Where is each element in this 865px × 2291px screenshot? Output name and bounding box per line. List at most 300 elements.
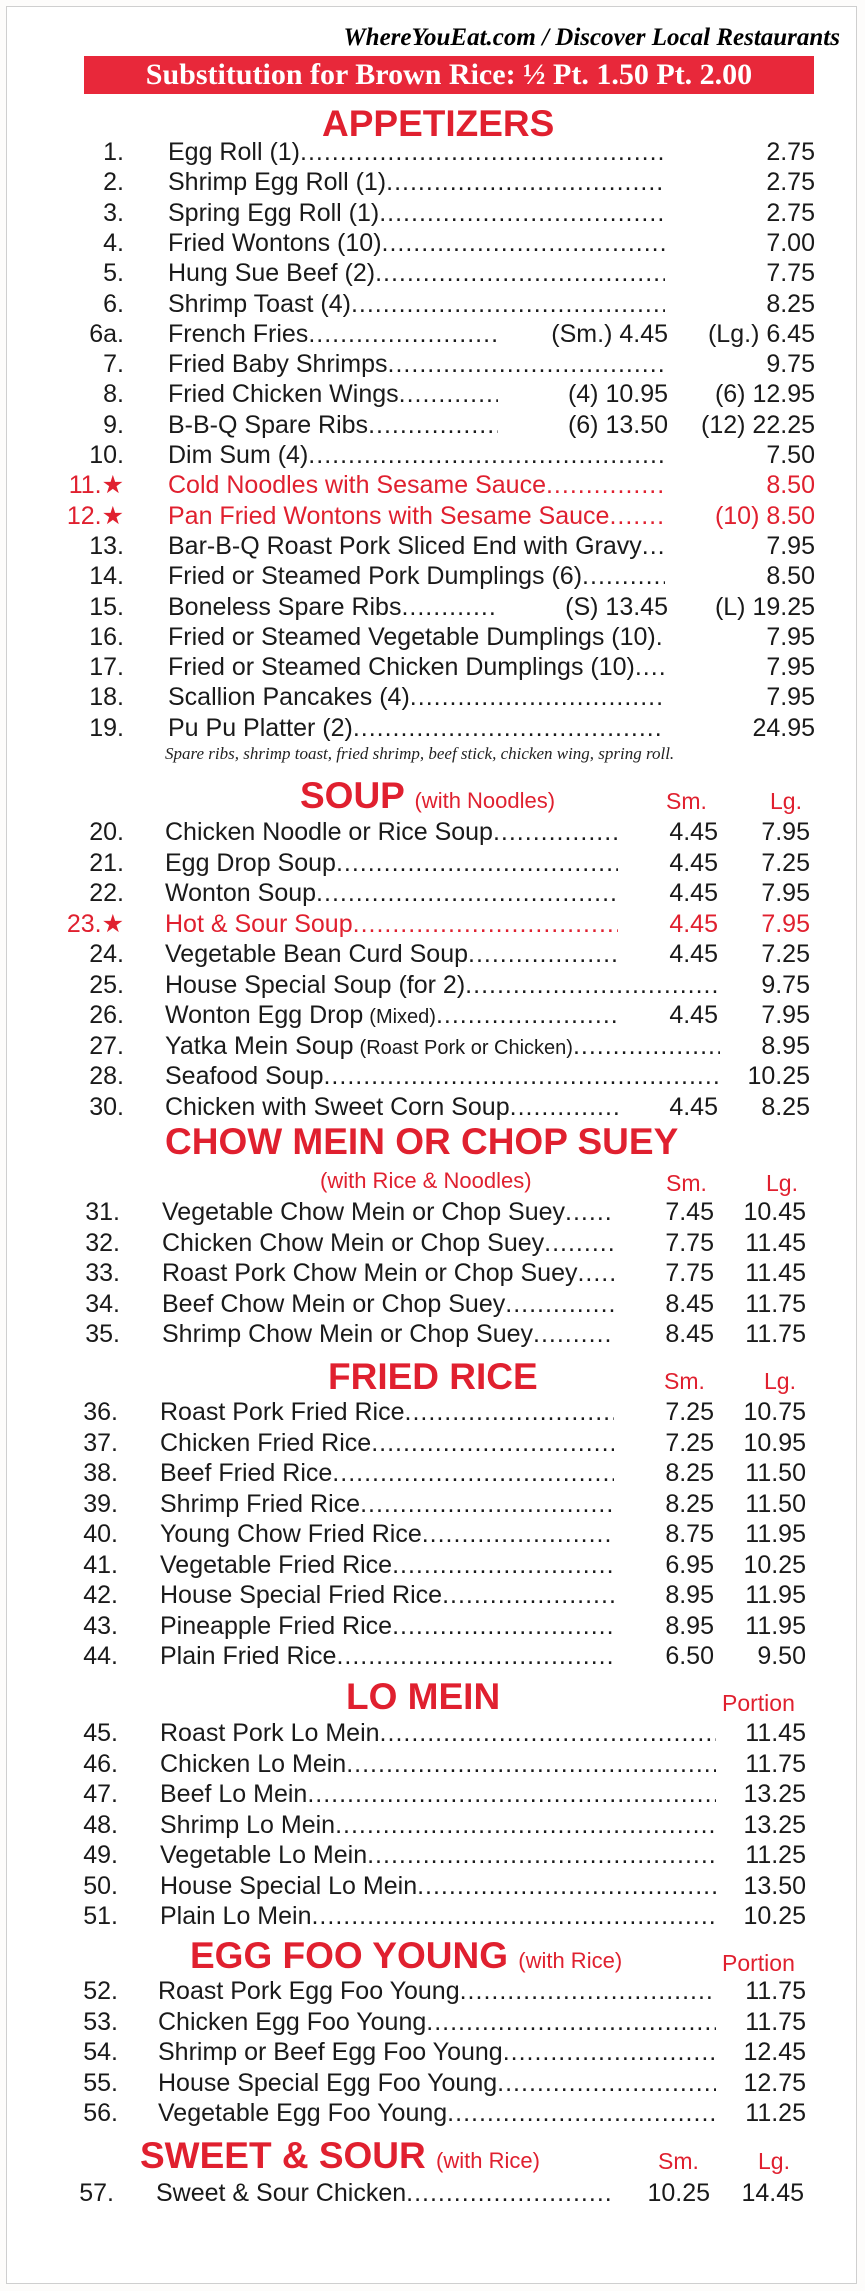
menu-item-row	[0, 1611, 865, 1641]
item-name-note: (Roast Pork or Chicken)	[359, 1036, 573, 1059]
item-name-text: Fried or Steamed Vegetable Dumplings (10)	[168, 622, 656, 651]
item-price: (L) 19.25	[714, 592, 815, 621]
item-number: 30.	[89, 1092, 124, 1121]
item-price: (6) 12.95	[714, 380, 815, 409]
item-number: 53.	[83, 2007, 118, 2036]
dot-leader	[316, 878, 618, 908]
lo-mein-portion-header: Portion	[722, 1690, 795, 1716]
item-name-text: Chicken Chow Mein or Chop Suey	[162, 1228, 545, 1257]
dot-leader	[468, 939, 618, 969]
item-number: 57.	[79, 2179, 114, 2207]
item-name-text: Seafood Soup	[165, 1062, 324, 1090]
menu-item-row	[0, 1840, 865, 1870]
item-name-text: Boneless Spare Ribs	[168, 592, 402, 621]
item-price: 8.50	[766, 562, 815, 591]
item-leader	[160, 1779, 716, 1809]
item-price: 13.25	[743, 1780, 806, 1808]
dot-leader	[406, 2178, 610, 2208]
item-name	[168, 137, 300, 167]
sweet-sour-sm-header: Sm.	[658, 2148, 699, 2174]
item-price: (12) 22.25	[701, 410, 815, 439]
item-price: 11.45	[745, 1228, 806, 1257]
item-leader	[168, 470, 665, 500]
item-price: 11.75	[745, 1749, 806, 1778]
item-price: 10.25	[747, 1062, 810, 1090]
item-leader	[160, 1641, 614, 1671]
item-number: 44.	[83, 1642, 118, 1670]
item-name-text: Beef Fried Rice	[160, 1459, 333, 1487]
menu-item-row	[0, 817, 865, 847]
item-name	[168, 470, 546, 500]
menu-item-row	[0, 1749, 865, 1779]
item-name	[162, 1319, 533, 1349]
item-leader	[160, 1611, 614, 1641]
item-leader	[160, 1550, 614, 1580]
item-name-text: Wonton Soup	[165, 879, 317, 907]
item-price-small: 4.45	[669, 940, 718, 968]
menu-item-row	[0, 1519, 865, 1549]
item-number: 24.	[89, 940, 124, 968]
item-price: 10.25	[743, 1550, 806, 1579]
dot-leader	[392, 1611, 614, 1641]
item-price: 7.95	[761, 818, 810, 846]
item-number: 39.	[83, 1489, 118, 1518]
dot-leader	[335, 1810, 716, 1840]
dot-leader	[405, 1397, 614, 1427]
menu-item-row	[0, 1580, 865, 1610]
item-number: 36.	[83, 1398, 118, 1426]
menu-item-row	[0, 1197, 865, 1227]
menu-item-row	[0, 713, 865, 743]
item-number: 49.	[83, 1841, 118, 1869]
dot-leader	[307, 1779, 716, 1809]
item-name-text: Scallion Pancakes (4)	[168, 683, 410, 712]
item-name-text: Vegetable Egg Foo Young	[158, 2099, 448, 2127]
item-number: 40.	[83, 1520, 118, 1548]
item-name	[168, 652, 635, 682]
dot-leader	[642, 531, 665, 561]
item-name	[160, 1428, 371, 1458]
item-name	[168, 592, 401, 622]
soup-subtitle: (with Noodles)	[414, 788, 556, 813]
item-price: (Lg.) 6.45	[707, 319, 815, 348]
menu-item-row	[0, 258, 865, 288]
item-name	[162, 1197, 565, 1227]
item-leader	[168, 652, 665, 682]
menu-item-row	[0, 1031, 865, 1061]
item-name-text: Fried Chicken Wings	[168, 380, 399, 409]
item-price: 9.75	[766, 350, 815, 379]
dot-leader	[510, 1092, 618, 1122]
item-number: 38.	[83, 1459, 118, 1487]
item-price: 11.50	[745, 1459, 806, 1487]
item-price-small: (6) 13.50	[567, 410, 668, 439]
item-name-text: Plain Fried Rice	[160, 1642, 337, 1670]
item-name	[160, 1641, 336, 1671]
item-name-text: French Fries	[168, 319, 309, 348]
dot-leader	[401, 592, 498, 622]
item-name-text: Shrimp Lo Mein	[160, 1810, 336, 1839]
item-number: 4.	[103, 228, 124, 257]
item-price-small: 7.75	[665, 1228, 714, 1257]
menu-item-row	[0, 470, 865, 500]
dot-leader	[565, 1197, 614, 1227]
item-name-text: House Special Fried Rice	[160, 1581, 443, 1609]
item-name	[165, 848, 336, 878]
item-number: 50.	[83, 1871, 118, 1900]
item-name	[168, 682, 410, 712]
site-header[interactable]: WhereYouEat.com / Discover Local Restaurants	[343, 24, 840, 51]
item-number: 34.	[85, 1289, 120, 1318]
item-number: 10.	[89, 441, 124, 469]
menu-item-row	[0, 592, 865, 622]
item-name-note: (Mixed)	[369, 1006, 436, 1028]
item-name-text: Beef Lo Mein	[160, 1780, 308, 1808]
item-name	[168, 379, 399, 409]
dot-leader	[323, 1061, 720, 1091]
item-price-small: 6.50	[665, 1642, 714, 1670]
item-leader	[156, 2178, 610, 2208]
item-leader	[158, 1976, 716, 2006]
item-number: 48.	[83, 1810, 118, 1839]
item-price-small: 6.95	[665, 1550, 714, 1579]
item-leader	[168, 198, 665, 228]
item-name-text: Young Chow Fried Rice	[160, 1520, 422, 1548]
item-number: 12.★	[66, 501, 124, 530]
item-leader	[160, 1519, 614, 1549]
dot-leader	[426, 2007, 716, 2037]
menu-item-row	[0, 137, 865, 167]
item-name	[162, 1228, 544, 1258]
item-name-text: B-B-Q Spare Ribs	[168, 410, 369, 439]
item-price-small: 4.45	[669, 1092, 718, 1121]
item-leader	[168, 349, 665, 379]
menu-item-row	[0, 909, 865, 939]
dot-leader	[379, 198, 665, 228]
item-name-text: Vegetable Chow Mein or Chop Suey	[162, 1198, 566, 1226]
item-price-small: 8.95	[665, 1611, 714, 1640]
item-leader	[160, 1810, 716, 1840]
item-name	[158, 2037, 503, 2067]
item-name	[168, 198, 379, 228]
item-number: 20.	[89, 818, 124, 846]
item-price: 2.75	[766, 138, 815, 166]
sweet-sour-subtitle: (with Rice)	[436, 2148, 540, 2173]
item-name-text: Chicken Noodle or Rice Soup	[165, 818, 493, 846]
dot-leader	[367, 1840, 716, 1870]
item-name-text: Vegetable Fried Rice	[160, 1550, 393, 1579]
dot-leader	[300, 137, 665, 167]
item-name-text: House Special Lo Mein	[160, 1871, 418, 1900]
menu-item-row	[0, 531, 865, 561]
menu-item-row	[0, 1550, 865, 1580]
item-name	[160, 1519, 422, 1549]
item-name-text: Cold Noodles with Sesame Sauce	[168, 471, 546, 500]
dot-leader	[635, 652, 665, 682]
item-name	[156, 2178, 406, 2208]
menu-item-row	[0, 1258, 865, 1288]
item-leader	[165, 1092, 618, 1122]
dot-leader	[465, 970, 720, 1000]
item-price: 7.25	[761, 940, 810, 968]
menu-item-row	[0, 349, 865, 379]
item-price-small: (4) 10.95	[567, 380, 668, 409]
dot-leader	[346, 1749, 716, 1779]
item-leader	[158, 2037, 716, 2067]
dot-leader	[503, 2037, 716, 2067]
item-name	[160, 1871, 417, 1901]
soup-title	[300, 776, 555, 821]
item-number: 45.	[83, 1719, 118, 1747]
item-number: 47.	[83, 1780, 118, 1808]
item-number: 52.	[83, 1977, 118, 2005]
dot-leader	[388, 349, 665, 379]
fried-rice-title: FRIED RICE	[328, 1356, 538, 1397]
menu-item-row	[0, 1810, 865, 1840]
item-name	[160, 1779, 307, 1809]
menu-item-row	[0, 379, 865, 409]
dot-leader	[375, 258, 665, 288]
item-number: 8.	[103, 380, 124, 409]
item-name-text: Roast Pork Chow Mein or Chop Suey	[162, 1259, 578, 1287]
item-price-small: 8.95	[665, 1581, 714, 1609]
item-price-small: 4.45	[669, 909, 718, 938]
item-name-text: Hung Sue Beef (2)	[168, 259, 376, 288]
item-price-small: 7.45	[665, 1198, 714, 1226]
item-name	[168, 410, 368, 440]
item-leader	[165, 909, 618, 939]
item-name	[168, 561, 582, 591]
item-name	[168, 228, 382, 258]
egg-foo-young-title-text: EGG FOO YOUNG	[190, 1935, 508, 1976]
item-number: 11.★	[68, 471, 124, 500]
item-name	[165, 1000, 436, 1032]
item-number: 51.	[83, 1902, 118, 1930]
item-name-text: Fried Baby Shrimps	[168, 350, 388, 379]
menu-item-row	[0, 198, 865, 228]
menu-item-row	[0, 2007, 865, 2037]
menu-item-row	[0, 1397, 865, 1427]
item-name	[165, 970, 465, 1000]
item-name-text: Hot & Sour Soup	[165, 909, 353, 938]
dot-leader	[353, 909, 618, 939]
item-price-small: 7.75	[665, 1259, 714, 1287]
item-price-small: 8.75	[665, 1520, 714, 1548]
dot-leader	[336, 848, 618, 878]
item-leader	[160, 1871, 716, 1901]
item-name	[168, 531, 642, 561]
item-name	[168, 349, 388, 379]
item-name-text: Roast Pork Lo Mein	[160, 1719, 380, 1747]
item-leader	[162, 1228, 614, 1258]
menu-item-row	[0, 1428, 865, 1458]
item-number: 6a.	[89, 319, 124, 348]
fried-rice-sm-header: Sm.	[664, 1368, 705, 1394]
item-name	[160, 1550, 392, 1580]
item-name-text: Fried or Steamed Chicken Dumplings (10)	[168, 653, 635, 682]
dot-leader	[493, 817, 618, 847]
dot-leader	[609, 501, 665, 531]
item-price: 7.00	[766, 228, 815, 257]
item-price-small: 8.45	[665, 1320, 714, 1348]
item-name-text: Dim Sum (4)	[168, 441, 309, 469]
item-leader	[162, 1258, 614, 1288]
item-number: 15.	[89, 592, 124, 621]
dot-leader	[308, 319, 498, 349]
item-name	[168, 258, 375, 288]
item-leader	[158, 2007, 716, 2037]
item-name	[165, 1092, 510, 1122]
dot-leader	[546, 470, 665, 500]
dot-leader	[447, 2098, 716, 2128]
item-number: 19.	[89, 713, 124, 742]
item-name-text: Yatka Mein Soup	[165, 1031, 354, 1060]
item-leader	[162, 1319, 614, 1349]
item-price-small: (Sm.) 4.45	[551, 319, 668, 348]
menu-item-row	[0, 622, 865, 652]
item-name	[160, 1749, 346, 1779]
item-price: 2.75	[766, 168, 815, 197]
item-name	[168, 622, 656, 652]
item-leader	[165, 939, 618, 969]
item-price: 9.75	[761, 970, 810, 999]
item-number: 54.	[83, 2038, 118, 2066]
item-name-text: Chicken Fried Rice	[160, 1428, 372, 1457]
item-leader	[160, 1901, 716, 1931]
item-price-small: 7.25	[665, 1398, 714, 1426]
item-leader	[165, 1061, 720, 1091]
item-name-text: Egg Roll (1)	[168, 138, 300, 166]
item-price: 11.95	[745, 1611, 806, 1640]
item-name-text: Roast Pork Fried Rice	[160, 1398, 405, 1426]
item-leader	[165, 970, 720, 1000]
chow-mein-sm-header: Sm.	[666, 1170, 707, 1196]
item-price: 10.95	[743, 1428, 806, 1457]
item-name	[158, 2007, 426, 2037]
item-number: 55.	[83, 2068, 118, 2097]
menu-item-row	[0, 878, 865, 908]
menu-item-row	[0, 561, 865, 591]
item-name	[158, 1976, 460, 2006]
item-leader	[165, 878, 618, 908]
item-number: 32.	[85, 1228, 120, 1257]
item-number: 35.	[85, 1320, 120, 1348]
item-price: 7.95	[761, 909, 810, 938]
item-number: 25.	[89, 970, 124, 999]
item-price: 11.45	[745, 1259, 806, 1287]
item-leader	[158, 2068, 716, 2098]
dot-leader	[392, 1550, 614, 1580]
item-name-text: Vegetable Bean Curd Soup	[165, 940, 469, 968]
item-price-small: 4.45	[669, 879, 718, 907]
item-number: 43.	[83, 1611, 118, 1640]
item-name-text: Shrimp Chow Mein or Chop Suey	[162, 1320, 533, 1348]
chow-mein-title: CHOW MEIN OR CHOP SUEY	[165, 1121, 679, 1162]
item-leader	[160, 1428, 614, 1458]
item-price: 11.75	[745, 1289, 806, 1318]
menu-item-row	[0, 1061, 865, 1091]
item-price: 7.50	[766, 441, 815, 469]
item-price: 11.95	[745, 1581, 806, 1609]
item-price-small: 4.45	[669, 1001, 718, 1029]
menu-item-row	[0, 2178, 865, 2208]
item-name-text: Pu Pu Platter (2)	[168, 713, 353, 742]
item-number: 16.	[89, 622, 124, 651]
item-number: 1.	[103, 138, 124, 166]
soup-sm-header: Sm.	[666, 788, 707, 814]
item-price-small: 10.25	[647, 2179, 710, 2207]
item-name-text: Plain Lo Mein	[160, 1902, 312, 1930]
item-name	[160, 1840, 367, 1870]
dot-leader	[336, 1641, 614, 1671]
menu-item-row	[0, 1092, 865, 1122]
item-name-text: Chicken Egg Foo Young	[158, 2007, 427, 2036]
item-name-text: Shrimp Toast (4)	[168, 289, 351, 318]
dot-leader	[436, 1000, 618, 1030]
dot-leader	[544, 1228, 614, 1258]
item-number: 23.★	[66, 909, 124, 938]
item-name-text: Beef Chow Mein or Chop Suey	[162, 1289, 506, 1318]
item-price: 11.50	[745, 1489, 806, 1518]
item-name-text: Fried or Steamed Pork Dumplings (6)	[168, 562, 583, 591]
item-price: 12.75	[743, 2068, 806, 2097]
item-price-small: 8.25	[665, 1489, 714, 1518]
dot-leader	[417, 1871, 716, 1901]
item-number: 31.	[85, 1198, 120, 1226]
menu-item-row	[0, 1289, 865, 1319]
item-price: 13.50	[743, 1871, 806, 1900]
item-price: 24.95	[752, 713, 815, 742]
menu-item-row	[0, 939, 865, 969]
item-leader	[168, 379, 498, 409]
item-price: 10.25	[743, 1902, 806, 1930]
item-number: 7.	[103, 350, 124, 379]
menu-item-row	[0, 1228, 865, 1258]
item-name-text: Bar-B-Q Roast Pork Sliced End with Gravy	[168, 531, 642, 560]
item-number: 13.	[89, 531, 124, 560]
item-price: 7.95	[766, 653, 815, 682]
item-leader	[168, 592, 498, 622]
item-leader	[168, 258, 665, 288]
menu-item-row	[0, 1976, 865, 2006]
dot-leader	[308, 440, 665, 470]
dot-leader	[410, 682, 665, 712]
dot-leader	[582, 561, 665, 591]
menu-item-row	[0, 228, 865, 258]
item-name	[168, 167, 386, 197]
menu-item-row	[0, 1000, 865, 1030]
dot-leader	[380, 1718, 716, 1748]
menu-item-row	[0, 2098, 865, 2128]
item-price: 11.25	[745, 2099, 806, 2127]
dot-leader	[573, 1031, 720, 1061]
item-number: 56.	[83, 2099, 118, 2127]
item-number: 5.	[103, 259, 124, 288]
dot-leader	[371, 1428, 614, 1458]
soup-title-text: SOUP	[300, 775, 405, 816]
item-price-small: 8.25	[665, 1459, 714, 1487]
item-name	[168, 319, 308, 349]
item-name	[160, 1611, 392, 1641]
item-price: 7.95	[766, 683, 815, 712]
item-price: 7.95	[766, 531, 815, 560]
item-number: 33.	[85, 1259, 120, 1287]
item-price: 7.75	[766, 259, 815, 288]
menu-item-row	[0, 501, 865, 531]
menu-item-row	[0, 652, 865, 682]
item-name-text: Pineapple Fried Rice	[160, 1611, 393, 1640]
item-leader	[168, 289, 665, 319]
